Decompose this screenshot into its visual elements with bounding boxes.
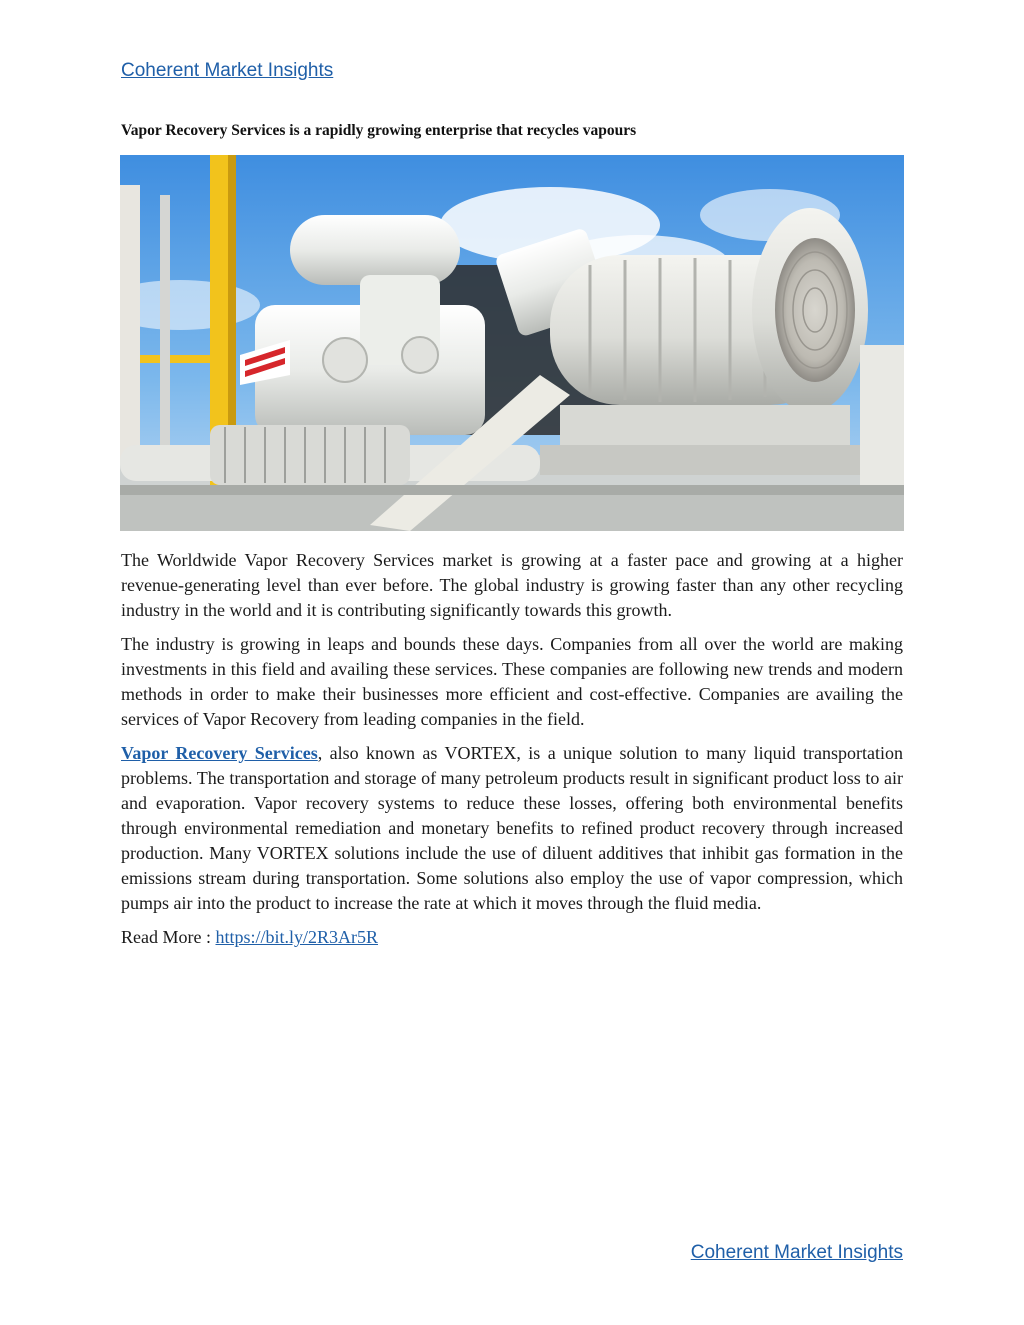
vapor-recovery-services-link[interactable]: Vapor Recovery Services xyxy=(121,743,318,763)
header-brand-link[interactable]: Coherent Market Insights xyxy=(121,60,334,81)
read-more-label: Read More : xyxy=(121,927,216,947)
article-body xyxy=(121,548,903,959)
read-more-line xyxy=(121,925,903,950)
hero-image xyxy=(120,155,904,531)
paragraph-vortex xyxy=(121,741,903,916)
footer-brand-link[interactable]: Coherent Market Insights xyxy=(690,1242,903,1263)
vortex-description: , also known as VORTEX, is a unique solution to many liquid transportation problems. The transportation and storage of many petroleum products result in significant product loss to air and evaporation. Vapor recovery systems to reduce these losses, offering both environmental benefits through environmental remediation and monetary benefits to refined product recovery through increased production. Many VORTEX solutions include the use of diluent additives that inhibit gas formation in the emissions stream during transportation. Some solutions also employ the use of vapor compression, which pumps air into the product to increase the rate at which it moves through the fluid media. xyxy=(121,743,904,913)
paragraph-industry-investment: The industry is growing in leaps and bounds these days. Companies from all over the world are making investments in this field and availing these services. These companies are following new trends and modern methods in order to make their businesses more efficient and cost-effective. Companies are availing the services of Vapor Recovery from leading companies in the field. xyxy=(121,634,903,729)
industrial-compressor-illustration xyxy=(120,155,904,531)
article-title: Vapor Recovery Services is a rapidly growing enterprise that recycles vapours xyxy=(121,122,637,139)
read-more-link[interactable]: https://bit.ly/2R3Ar5R xyxy=(215,927,379,947)
paragraph-market-growth: The Worldwide Vapor Recovery Services market is growing at a faster pace and growing at a higher revenue-generating level than ever before. The global industry is growing faster than any other recycling industry in the world and it is contributing significantly towards this growth. xyxy=(121,550,903,620)
